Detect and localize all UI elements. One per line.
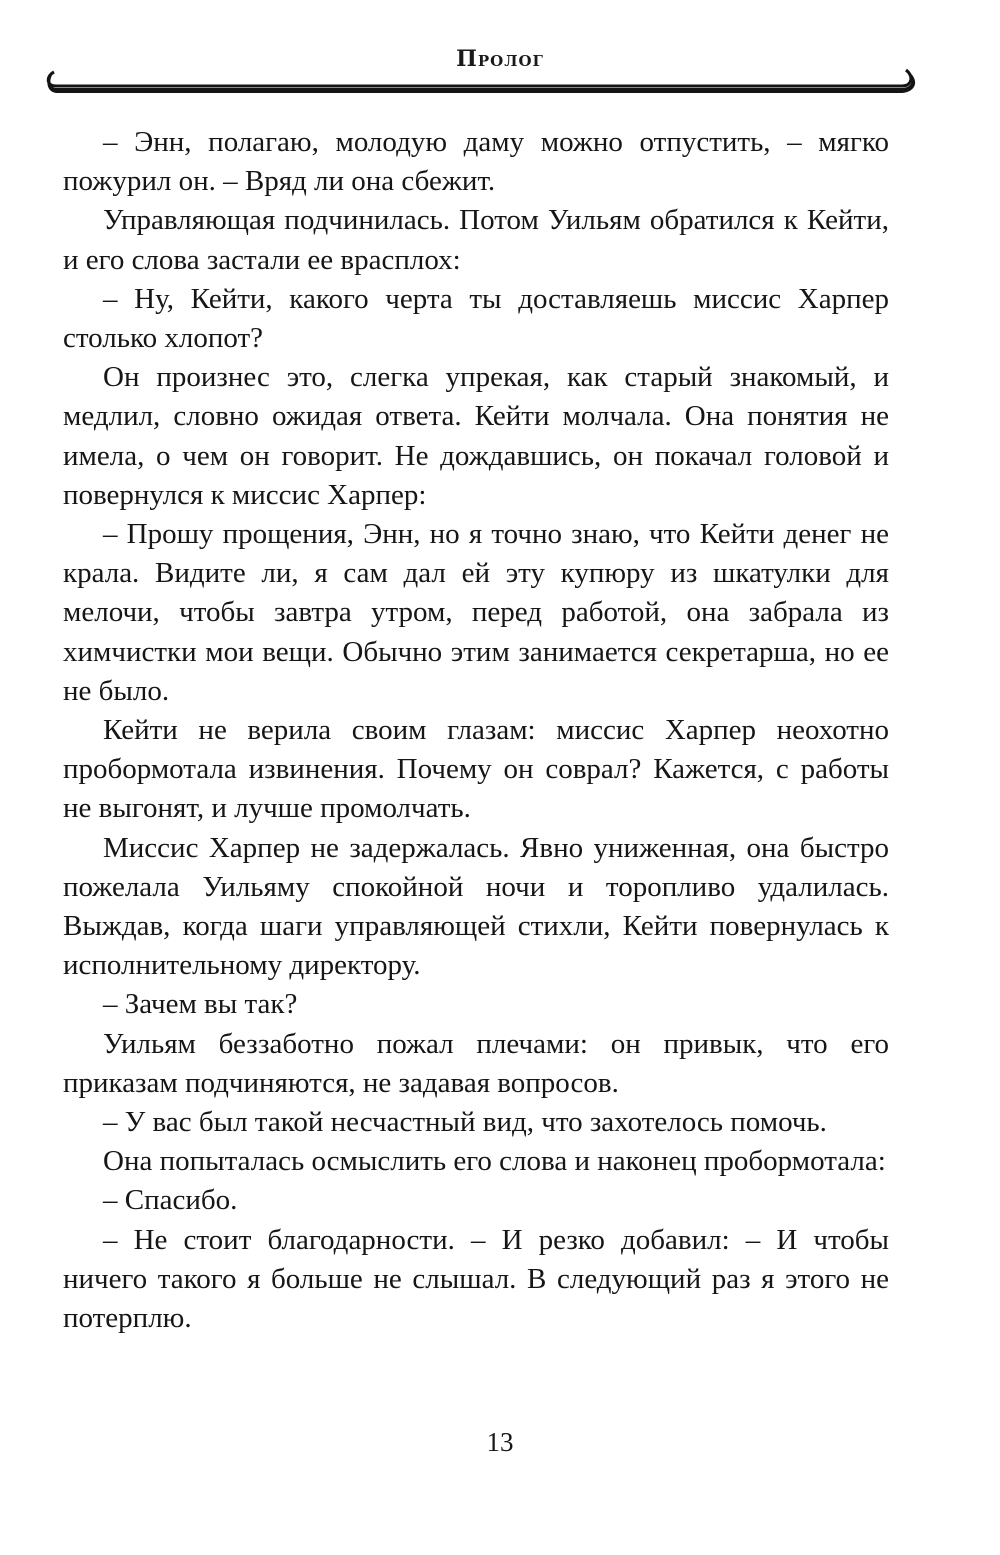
- paragraph: – У вас был такой несчастный вид, что захотелось помочь.: [103, 1106, 827, 1139]
- paragraph: – Энн, полагаю, молодую даму можно отпустить, – мягко пожурил он. – Вряд ли она сбежит.: [63, 126, 889, 198]
- running-head: Пролог: [456, 46, 544, 72]
- paragraph: Миссис Харпер не задержалась. Явно униженная, она быстро пожелала Уильяму спокойной ночи и торопливо удалилась. Выждав, когда шаги управляющей стихли, Кейти повернулась к исполнительному директору.: [63, 831, 889, 982]
- paragraph: – Не стоит благодарности. – И резко добавил: – И чтобы ничего такого я больше не слышал. В следующий раз я этого не потерплю.: [63, 1223, 889, 1335]
- paragraph: Управляющая подчинилась. Потом Уильям обратился к Кейти, и его слова застали ее врасплох:: [63, 204, 889, 276]
- paragraph: – Прошу прощения, Энн, но я точно знаю, что Кейти денег не крала. Видите ли, я сам дал ей эту купюру из шкатулки для мелочи, чтобы завтра утром, перед работой, она забрала из химчистки мои вещи. Обычно этим занимается секретарша, но ее не было.: [63, 518, 889, 707]
- paragraph: – Ну, Кейти, какого черта ты доставляешь миссис Харпер столько хлопот?: [63, 282, 889, 355]
- paragraph: – Зачем вы так?: [103, 988, 298, 1021]
- paragraph: – Спасибо.: [103, 1184, 238, 1217]
- paragraph: Кейти не верила своим глазам: миссис Харпер неохотно пробормотала извинения. Почему он соврал? Кажется, с работы не выгонят, и лучше промолчать.: [63, 714, 889, 825]
- body-text: [63, 123, 889, 1338]
- paragraph: Уильям беззаботно пожал плечами: он привык, что его приказам подчиняются, не задавая вопросов.: [63, 1027, 889, 1099]
- header-ornamental-rule: [40, 62, 920, 102]
- paragraph: Он произнес это, слегка упрекая, как старый знакомый, и медлил, словно ожидая ответа. Кейти молчала. Она понятия не имела, о чем он говорит. Не дождавшись, он покачал головой и повернулся к миссис Харпер:: [63, 361, 889, 511]
- paragraph: Она попыталась осмыслить его слова и наконец пробормотала:: [103, 1145, 886, 1178]
- page-number: 13: [486, 1427, 514, 1457]
